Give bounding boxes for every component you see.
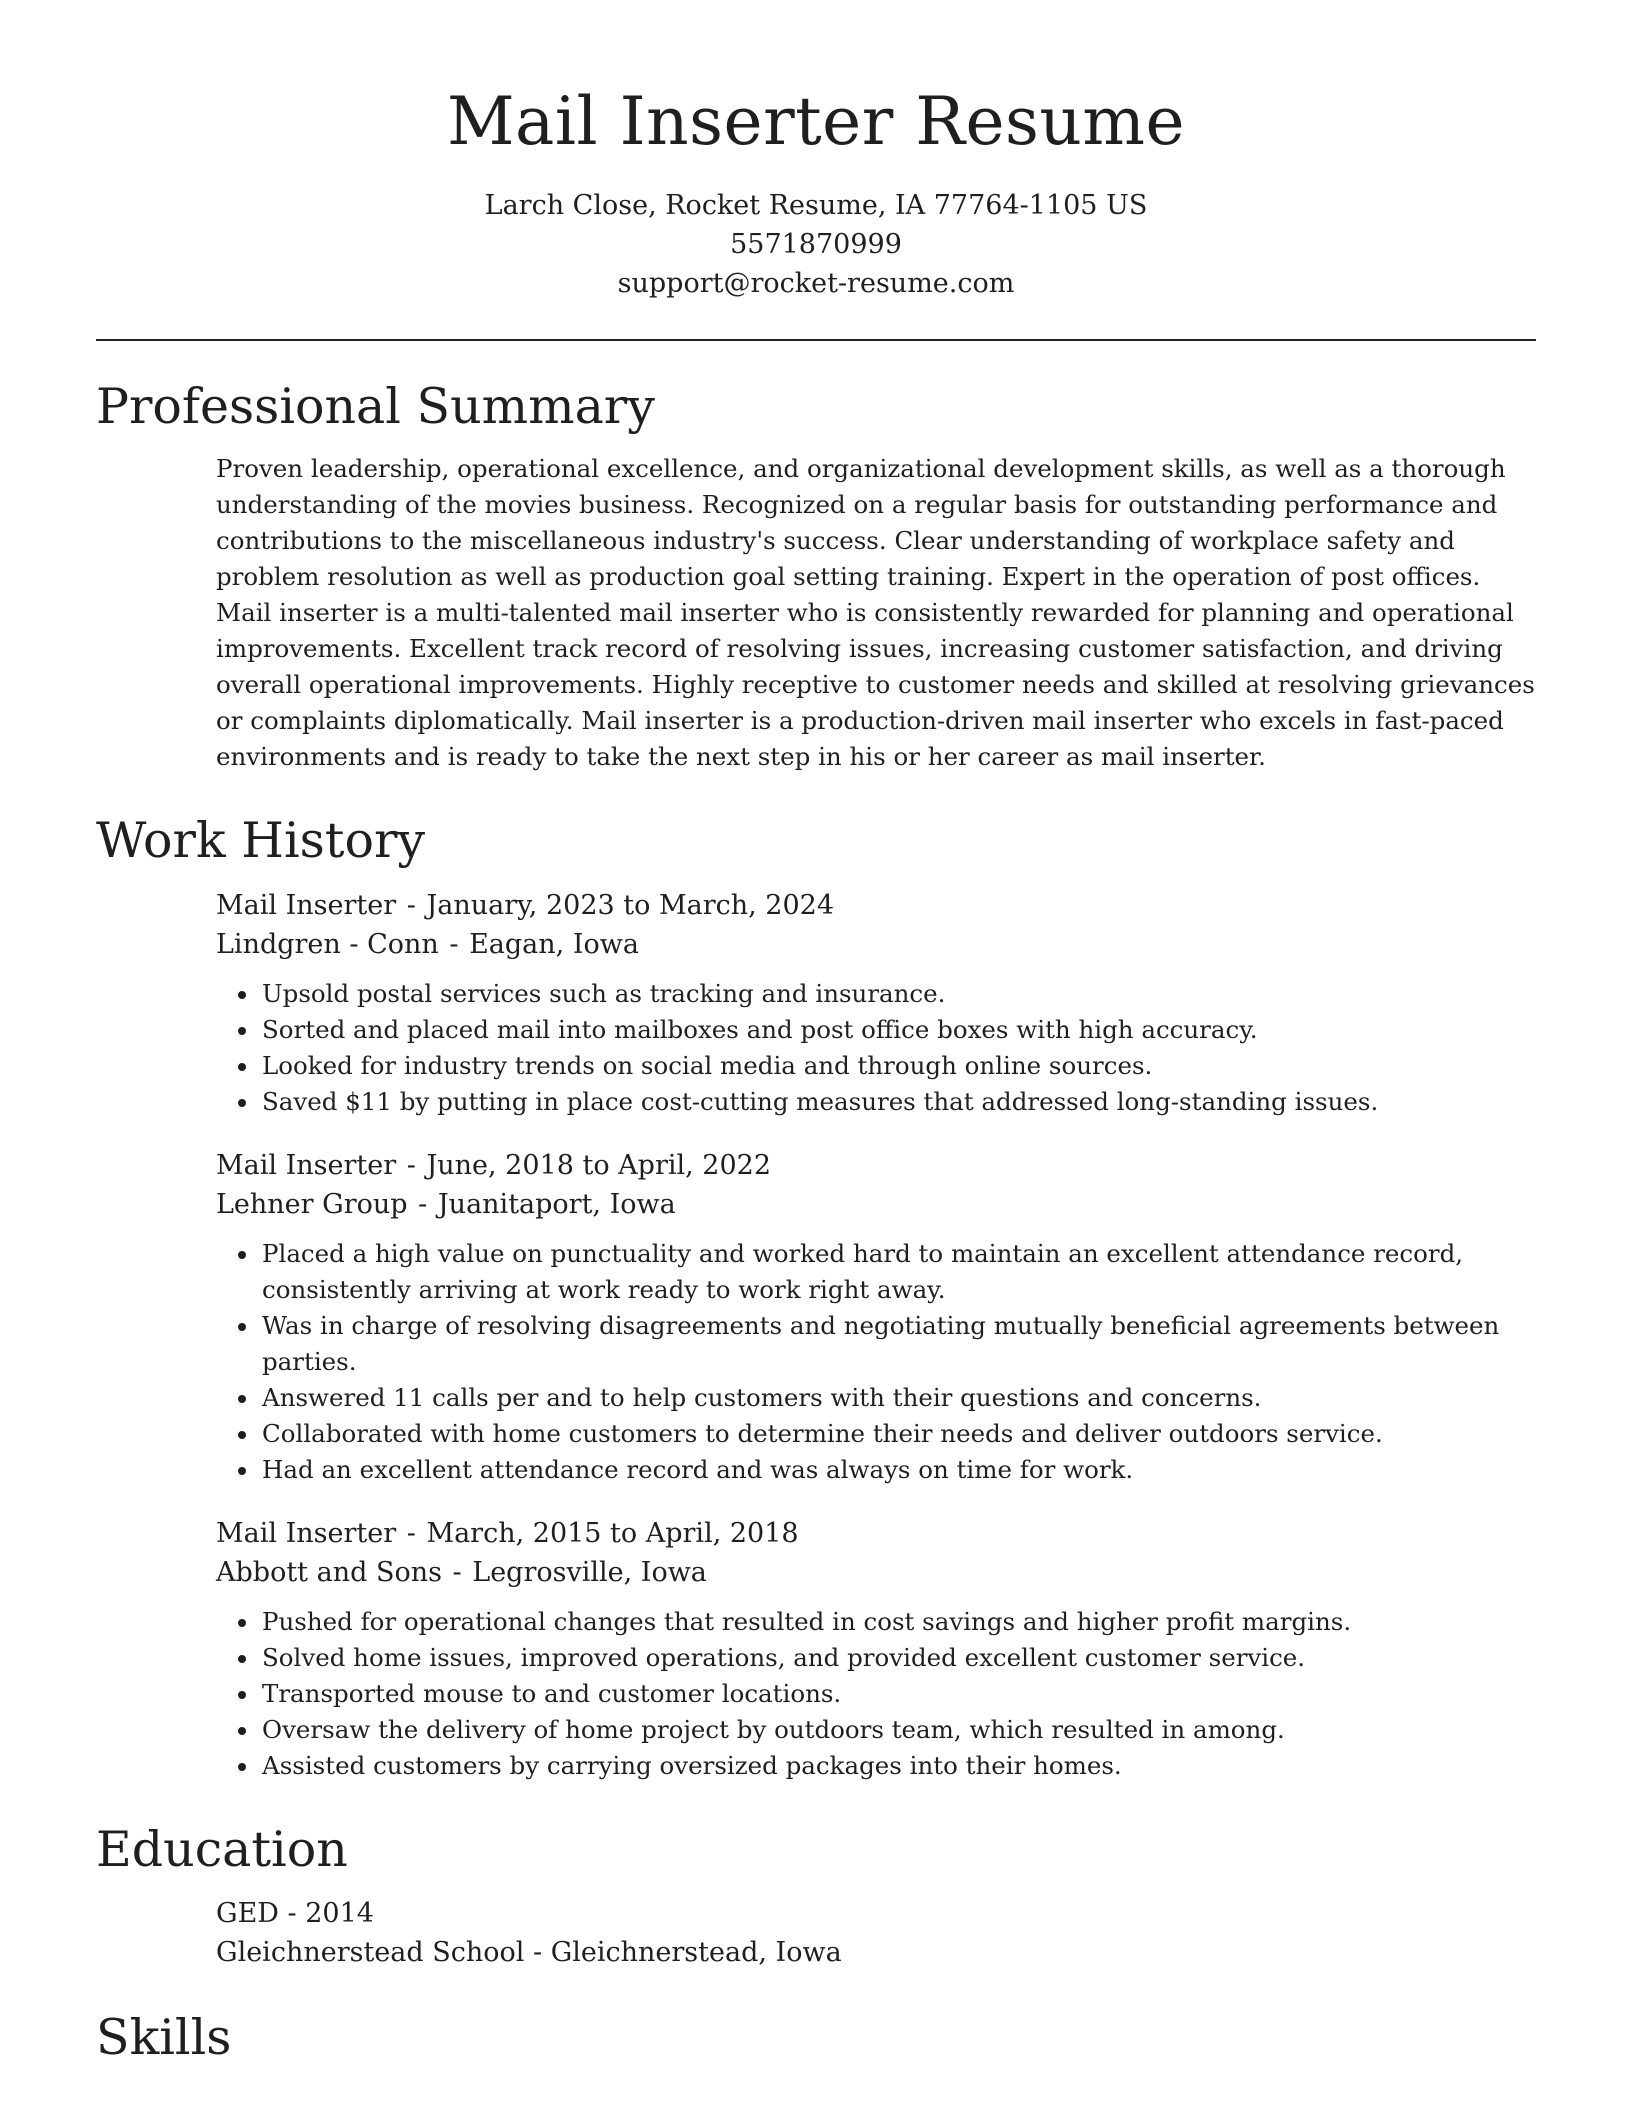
job-dates: March, 2015 to April, 2018 — [426, 1517, 799, 1549]
duty-item: • Placed a high value on punctuality and worked hard to maintain an excellent attendance record, consistently arriving at work ready to work right away. — [260, 1236, 1536, 1308]
duty-item: • Looked for industry trends on social media and through online sources. — [260, 1048, 1536, 1084]
job-entry — [216, 886, 1536, 1120]
resume-title: Mail Inserter Resume — [446, 83, 1186, 160]
header-divider — [96, 339, 1536, 341]
work-history-heading: Work History — [96, 812, 426, 870]
duty-item: • Had an excellent attendance record and was always on time for work. — [260, 1452, 1536, 1488]
summary-section — [216, 451, 1536, 775]
email: support@rocket-resume.com — [617, 267, 1015, 299]
job-position: Mail Inserter — [216, 1149, 397, 1181]
resume-header — [96, 0, 1536, 303]
summary-text: Proven leadership, operational excellence, and organizational development skills, as well as a thorough understanding of the movies business. Recognized on a regular basis for outstanding performance and contributions to the miscellaneous industry's success. Clear understanding of workplace safety and problem resolution as well as production goal setting training. Expert in the operation of post offices. Mail inserter is a multi-talented mail inserter who is consistently rewarded for planning and operational improvements. Excellent track record of resolving issues, increasing customer satisfaction, and driving overall operational improvements. Highly receptive to customer needs and skilled at resolving grievances or complaints diplomatically. Mail inserter is a production-driven mail inserter who excels in fast-paced environments and is ready to take the next step in his or her career as mail inserter. — [216, 454, 1535, 772]
duty-item: • Sorted and placed mail into mailboxes and post office boxes with high accuracy. — [260, 1012, 1536, 1048]
job-duties — [216, 1604, 1536, 1784]
work-history-section — [216, 886, 1536, 1784]
duty-item: • Upsold postal services such as tracking and insurance. — [260, 976, 1536, 1012]
duty-item: • Pushed for operational changes that resulted in cost savings and higher profit margins. — [260, 1604, 1536, 1640]
education-school-line: Gleichnerstead School - Gleichnerstead, Iowa — [216, 1936, 842, 1968]
job-title-line: Mail Inserter - March, 2015 to April, 2018 — [216, 1517, 799, 1549]
job-title-line: Mail Inserter - January, 2023 to March, 2024 — [216, 889, 834, 921]
duty-item: • Transported mouse to and customer locations. — [260, 1676, 1536, 1712]
job-company: Lehner Group — [216, 1188, 408, 1220]
job-dates: June, 2018 to April, 2022 — [426, 1149, 772, 1181]
education-section — [216, 1894, 1536, 1972]
education-heading: Education — [96, 1820, 348, 1878]
job-location: Juanitaport, Iowa — [437, 1188, 676, 1220]
job-position: Mail Inserter — [216, 889, 397, 921]
job-position: Mail Inserter — [216, 1517, 397, 1549]
duty-item: • Solved home issues, improved operations, and provided excellent customer service. — [260, 1640, 1536, 1676]
job-entry — [216, 1514, 1536, 1784]
job-company-line: Lehner Group - Juanitaport, Iowa — [216, 1188, 676, 1220]
duty-item: • Collaborated with home customers to determine their needs and deliver outdoors service. — [260, 1416, 1536, 1452]
job-company-line: Lindgren - Conn - Eagan, Iowa — [216, 928, 639, 960]
job-company-line: Abbott and Sons - Legrosville, Iowa — [216, 1556, 707, 1588]
job-duties — [216, 976, 1536, 1120]
summary-heading: Professional Summary — [96, 377, 655, 435]
duty-item: • Was in charge of resolving disagreements and negotiating mutually beneficial agreements between parties. — [260, 1308, 1536, 1380]
job-dates: January, 2023 to March, 2024 — [426, 889, 834, 921]
job-duties — [216, 1236, 1536, 1488]
duty-item: • Saved $11 by putting in place cost-cutting measures that addressed long-standing issues. — [260, 1084, 1536, 1120]
education-location: Gleichnerstead, Iowa — [550, 1936, 842, 1968]
job-title-line: Mail Inserter - June, 2018 to April, 2022 — [216, 1149, 772, 1181]
education-school: Gleichnerstead School — [216, 1936, 525, 1968]
education-degree: GED — [216, 1897, 279, 1929]
skills-heading: Skills — [96, 2008, 232, 2066]
phone: 5571870999 — [730, 228, 902, 260]
job-company: Lindgren - Conn — [216, 928, 439, 960]
address: Larch Close, Rocket Resume, IA 77764-1105 US — [484, 189, 1148, 221]
job-entry — [216, 1146, 1536, 1488]
education-degree-line: GED - 2014 — [216, 1897, 374, 1929]
contact-info — [96, 186, 1536, 303]
job-location: Legrosville, Iowa — [472, 1556, 707, 1588]
duty-item: • Answered 11 calls per and to help customers with their questions and concerns. — [260, 1380, 1536, 1416]
duty-item: • Oversaw the delivery of home project by outdoors team, which resulted in among. — [260, 1712, 1536, 1748]
duty-item: • Assisted customers by carrying oversized packages into their homes. — [260, 1748, 1536, 1784]
job-location: Eagan, Iowa — [469, 928, 639, 960]
job-company: Abbott and Sons — [216, 1556, 442, 1588]
education-year: 2014 — [305, 1897, 374, 1929]
